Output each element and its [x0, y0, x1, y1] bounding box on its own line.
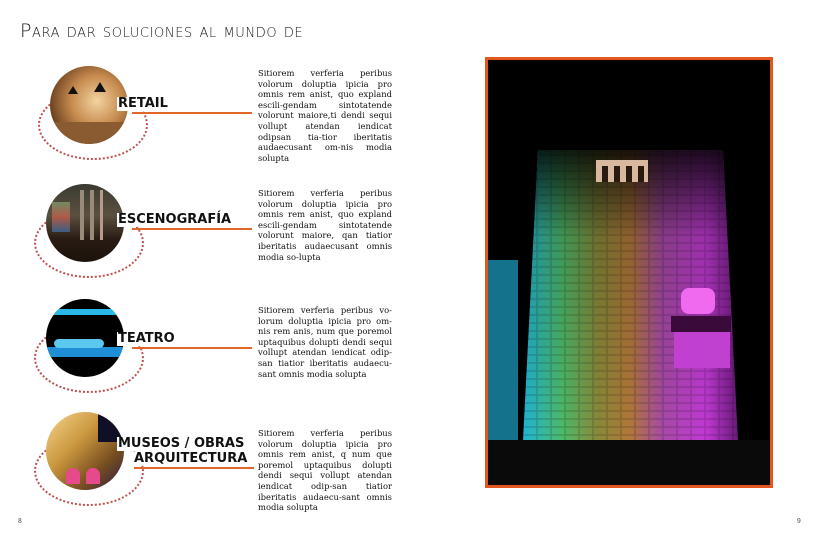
divider-line	[132, 112, 252, 114]
section-description: Sitiorem verferia peribus volorum doluptia ipicia pro omnis rem anist, q num que poremol uptaquibus dolupti dendi sequi vollupt atendan iendicat odip-san tiatior iberitatis audaecu-sant omnis modia solupta	[258, 428, 392, 513]
museos-image	[46, 412, 124, 490]
category-label: RETAIL	[118, 96, 168, 111]
escenografia-image	[46, 184, 124, 262]
divider-line	[134, 467, 254, 469]
page-title: Para dar soluciones al mundo de	[20, 20, 304, 42]
teatro-image	[46, 299, 124, 377]
divider-line	[132, 228, 252, 230]
page-number-left: 8	[18, 518, 22, 525]
category-label: MUSEOS / OBRAS	[118, 436, 245, 451]
divider-line	[132, 347, 252, 349]
section-museos-arquitectura	[0, 408, 420, 518]
section-description: Sitiorem verferia peribus vo-lorum doluptia ipicia pro om-nis rem anis, num que poremol uptaquibus dolupti dendi sequi vollupt atendan iendicat odip-san tiatior iberitatis audaecu-sant omnis modia solupta	[258, 305, 392, 379]
section-escenografia	[0, 180, 420, 290]
feature-photo	[485, 57, 773, 488]
section-retail	[0, 62, 420, 172]
category-label: ARQUITECTURA	[134, 451, 248, 466]
page-number-right: 9	[797, 518, 801, 525]
category-label: ESCENOGRAFÍA	[118, 212, 232, 227]
section-teatro	[0, 295, 420, 405]
section-description: Sitiorem verferia peribus volorum doluptia ipicia pro omnis rem anist, quo expland escili-gendam sintotatende volorunt maiore,ti dendi sequi vollupt atendan iendicat odipsan tia-tior iberitatis audaecusant om-nis modia solupta	[258, 68, 392, 163]
section-description: Sitiorem verferia peribus volorum doluptia ipicia pro omnis rem anist, quo expland escili-gendam sintotatende volorunt maiore, qan tiatior iberitatis audaecusant omnis modia so-lupta	[258, 188, 392, 262]
tower-illustration	[488, 60, 770, 485]
category-label: TEATRO	[118, 331, 175, 346]
